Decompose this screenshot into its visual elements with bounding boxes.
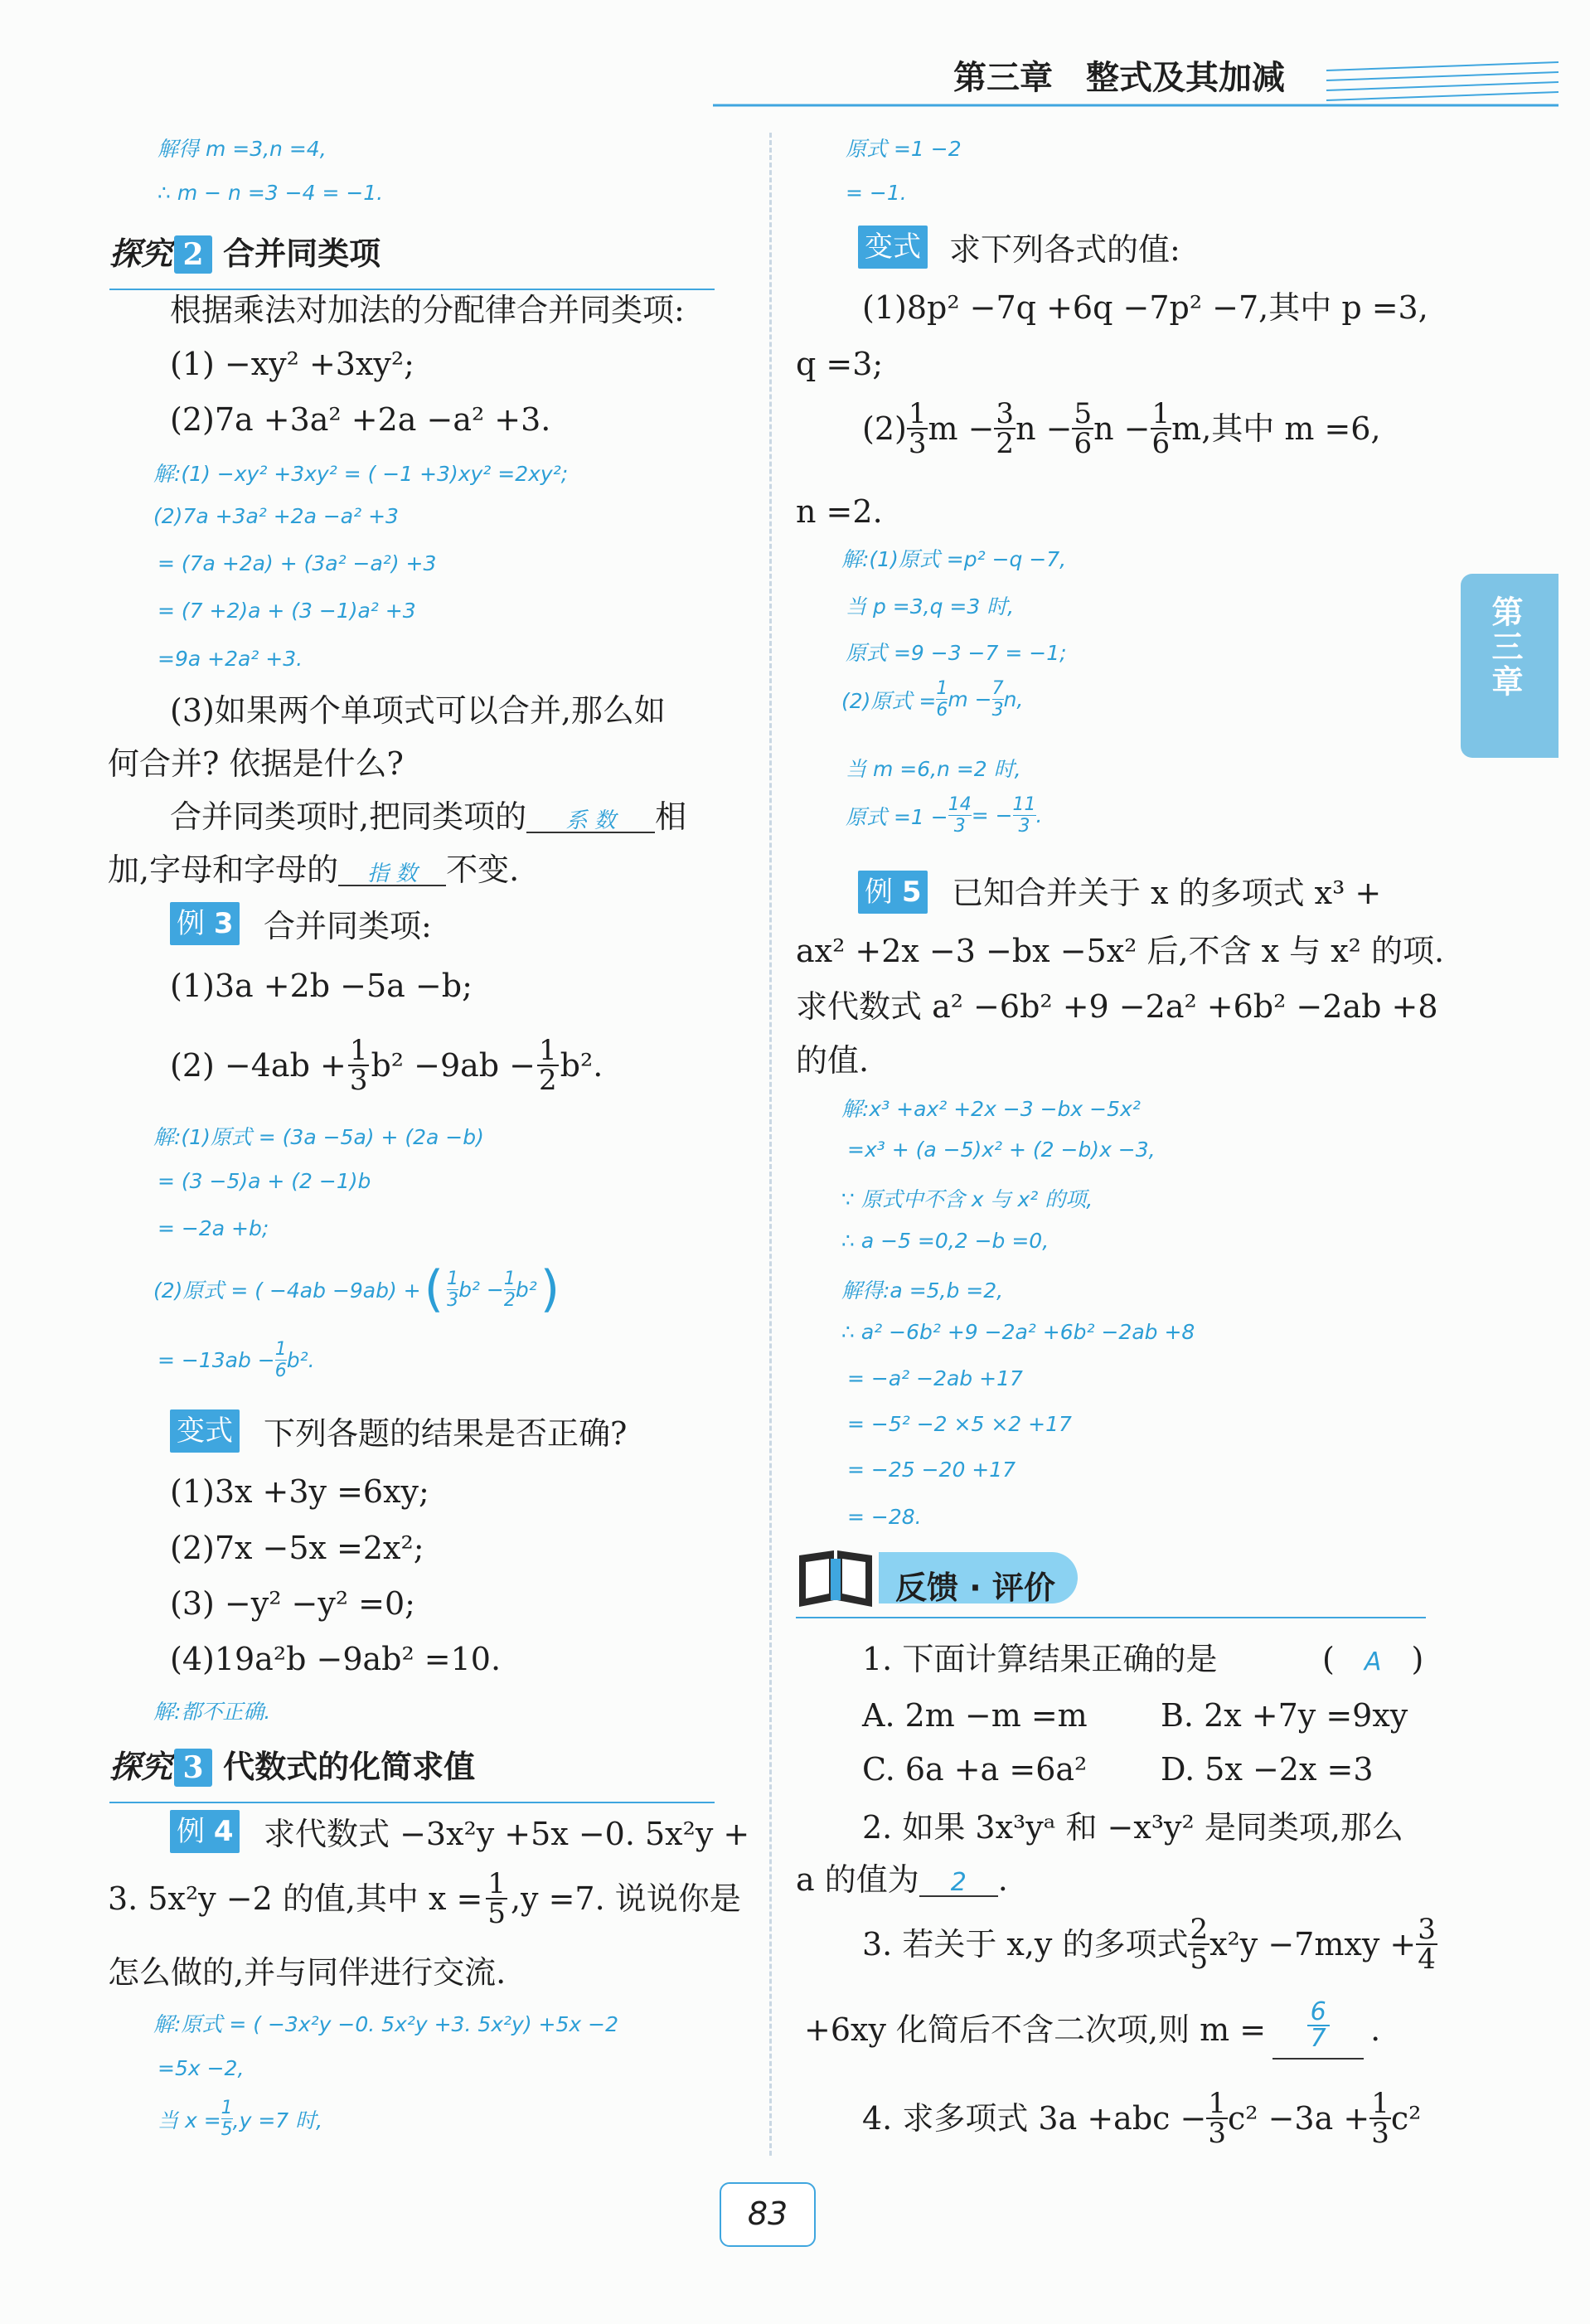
fraction [1206,2087,1228,2150]
fraction [936,678,948,720]
answer-line: = −1. [846,181,907,205]
answer-line [158,1339,315,1381]
example-prompt-line [108,1867,741,1930]
option-b[interactable]: B. 2x +7y =9xy [1161,1697,1408,1734]
fill-text: 合并同类项时,把同类项的 [170,798,527,835]
badge-number: 3 [213,907,234,940]
answer-line: (2)7a +3a² +2a −a² +3 [153,504,399,528]
fraction [1369,2087,1391,2150]
exercise-item: (2)7a +3a² +2a −a² +3. [170,401,551,438]
denominator: 3 [953,816,966,837]
exercise-item: (4)19a²b −9ab² =10. [170,1641,502,1677]
fraction [1416,1913,1437,1976]
exercise-item: q =3; [796,346,884,382]
answer-line: = (7 +2)a + (3 −1)a² +3 [158,599,416,623]
numerator: 7 [991,678,1004,699]
question-3 [862,1913,1437,1976]
answer-line: 解:(1)原式 =p² −q −7, [841,547,1067,571]
answer-line: =5x −2, [158,2056,245,2080]
fraction [275,1339,287,1381]
column-divider [769,133,772,2156]
feedback-underline [796,1617,1426,1618]
expr: n − [1093,410,1151,447]
expr: (2) [862,410,907,447]
section-number: 2 [174,235,212,274]
example-prompt-line: 怎么做的,并与同伴进行交流. [108,1954,507,1991]
fraction [1013,794,1036,837]
question-text: c² −3a + [1228,2100,1370,2137]
expr: (2)原式 = [841,688,937,713]
badge-number: 5 [901,876,922,909]
example-badge [170,902,240,945]
section-underline [109,289,715,290]
feedback-title: 反馈 · 评价 [895,1570,1055,1606]
question-2: 2. 如果 3x³yᵃ 和 −x³y² 是同类项,那么 [862,1809,1403,1846]
answer-line: = −28. [847,1505,922,1529]
fraction [348,1034,370,1097]
numerator: 1 [1371,2087,1389,2120]
exercise-item: (1) −xy² +3xy²; [170,346,414,382]
answer-line: ∴ a −5 =0,2 −b =0, [841,1229,1049,1253]
denominator: 4 [1418,1943,1436,1976]
expr: n, [1003,687,1024,711]
page-number: 83 [747,2195,788,2232]
question-3-line [804,1997,1381,2060]
answer-line: 当 m =6,n =2 时, [846,757,1021,781]
section-label: 探究 [109,235,173,272]
option-a[interactable]: A. 2m −m =m [862,1697,1088,1734]
fill-text: 不变. [446,851,520,888]
answer-line [158,2098,322,2140]
denominator: 2 [539,1064,557,1097]
example-prompt-line: ax² +2x −3 −bx −5x² 后,不含 x 与 x² 的项. [796,933,1445,969]
section-heading-3 [109,1741,475,1787]
chapter-side-tab[interactable] [1461,574,1558,758]
variant-prompt: 求下列各式的值: [949,231,1180,268]
exercise-item [170,1034,604,1097]
question-2-line [796,1861,1008,1898]
denominator: 6 [1151,427,1171,460]
answer-line: ∴ m − n =3 −4 = −1. [158,181,384,205]
question-text: +6xy 化简后不含二次项,则 m = [804,2011,1267,2048]
expr: ,y =7 时, [232,2108,323,2132]
expr: m − [948,687,992,711]
numerator: 1 [539,1034,557,1067]
exercise-item: (2)7x −5x =2x²; [170,1530,424,1566]
denominator: 5 [1190,1943,1209,1976]
question-text: c² [1390,2100,1422,2137]
numerator: 3 [996,397,1015,430]
numerator: 1 [908,397,927,430]
question-text: . [997,1861,1008,1898]
question-text: 4. 求多项式 3a +abc − [862,2100,1207,2137]
answer-line: 解:原式 = ( −3x²y −0. 5x²y +3. 5x²y) +5x −2 [153,2012,618,2036]
fraction [504,1269,516,1311]
expr: (2)原式 = ( −4ab −9ab) + [153,1278,421,1303]
answer-line: ∴ a² −6b² +9 −2a² +6b² −2ab +8 [841,1320,1195,1344]
numerator: 1 [936,678,948,699]
expr: 3. 5x²y −2 的值,其中 x = [108,1880,483,1917]
exercise-item: (3) −y² −y² =0; [170,1585,415,1622]
numerator: 6 [1307,2000,1330,2026]
question-text: x²y −7mxy + [1209,1926,1417,1963]
expr: = −13ab − [158,1348,275,1372]
expr: . [1035,803,1043,827]
answer-paren [1322,1643,1423,1675]
numerator: 5 [1074,397,1093,430]
denominator: 3 [1371,2117,1389,2150]
denominator: 3 [447,1289,459,1311]
answer-line: = −a² −2ab +17 [847,1366,1023,1390]
numerator: 1 [487,1867,506,1900]
denominator: 5 [221,2119,233,2140]
exercise-item [862,397,1381,460]
denominator: 3 [349,1064,368,1097]
numerator: 11 [1012,794,1036,815]
paren-left: ( [424,1260,444,1318]
numerator: 3 [1418,1913,1436,1946]
paren-left: ( [1322,1641,1335,1677]
answer-line: = −25 −20 +17 [847,1458,1016,1482]
section-underline [109,1802,715,1803]
example-prompt: 求代数式 −3x²y +5x −0. 5x²y + [264,1816,750,1852]
answer-line: 解:(1)原式 = (3a −5a) + (2a −b) [153,1125,484,1149]
badge-label: 例 [865,876,893,909]
question-text: a 的值为 [796,1861,919,1898]
variant-prompt: 下列各题的结果是否正确? [264,1415,628,1452]
denominator: 6 [936,700,948,720]
numerator: 1 [1208,2087,1226,2120]
paren-right: ) [1411,1641,1424,1677]
expr: b² − [458,1277,504,1302]
example-prompt: 已知合并关于 x 的多项式 x³ + [952,875,1382,911]
fill-blank-answer[interactable]: 系 数 [526,810,655,833]
denominator: 7 [1310,2024,1326,2053]
section-label: 探究 [109,1749,173,1785]
numerator: 1 [1151,397,1171,430]
denominator: 6 [274,1361,287,1381]
answer-line: 原式 =1 −2 [846,137,962,161]
denominator: 2 [503,1289,516,1311]
question-4 [862,2087,1422,2150]
numerator: 1 [221,2098,233,2118]
expr: n − [1016,410,1073,447]
section-number: 3 [174,1749,212,1787]
expr: b² −9ab − [371,1047,536,1084]
denominator: 3 [1018,816,1030,837]
expr: m − [928,410,995,447]
answer-line: 当 p =3,q =3 时, [846,594,1015,619]
denominator: 3 [1208,2117,1226,2150]
answer-line: 解:(1) −xy² +3xy² = ( −1 +3)xy² =2xy²; [153,462,569,486]
denominator: 3 [908,427,927,460]
answer-line: 解得 m =3,n =4, [158,137,327,161]
header-chapter: 第三章 [953,59,1053,97]
answer-line: 解:x³ +ax² +2x −3 −bx −5x² [841,1097,1141,1121]
answer-line: = −5² −2 ×5 ×2 +17 [847,1412,1072,1436]
fraction [1151,397,1172,460]
denominator: 5 [487,1897,506,1930]
question-text: (3)如果两个单项式可以合并,那么如 [170,692,666,729]
expr: 当 x = [158,2108,221,2132]
question-text: . [1370,2011,1381,2048]
example-prompt: 合并同类项: [264,908,432,944]
paragraph: 根据乘法对加法的分配律合并同类项: [170,292,685,328]
section-title: 代数式的化简求值 [223,1749,476,1785]
header-line-decoration [713,46,1558,112]
question-text: 3. 若关于 x,y 的多项式 [862,1926,1189,1963]
denominator: 2 [996,427,1015,460]
fill-text: 相 [655,798,687,835]
expr: b². [560,1047,604,1084]
answer-line [153,1260,563,1318]
answer-line: ∵ 原式中不含 x 与 x² 的项, [841,1187,1093,1211]
fill-sentence-1 [170,798,687,835]
example-badge [858,871,928,914]
example-prompt-line: 的值. [796,1042,870,1079]
fraction [1188,1913,1209,1976]
badge-number: 4 [213,1815,234,1848]
fraction [221,2098,233,2140]
variant-badge: 变式 [170,1409,240,1453]
fraction [537,1034,559,1097]
numerator: 2 [1190,1913,1209,1946]
option-d[interactable]: D. 5x −2x =3 [1161,1751,1374,1788]
book-icon [794,1544,877,1613]
badge-label: 例 [177,907,205,940]
numerator: 1 [503,1268,516,1289]
numerator: 1 [349,1034,368,1067]
paren-right: ) [540,1260,560,1318]
answer-line: 解:都不正确. [153,1700,271,1724]
badge-label: 例 [177,1815,205,1848]
numerator: 1 [447,1268,459,1289]
answer-line [846,794,1043,837]
question-1: 1. 下面计算结果正确的是 [862,1641,1218,1677]
fraction [447,1269,458,1311]
section-title: 合并同类项 [223,235,381,272]
fraction [907,397,928,460]
expr: m,其中 m =6, [1171,410,1381,447]
fill-text: 加,字母和字母的 [108,851,339,888]
exercise-item: n =2. [796,493,883,530]
expr: 原式 =1 − [846,804,948,829]
fraction [1072,397,1093,460]
numerator: 14 [948,794,972,815]
answer-line: = (7a +2a) + (3a² −a²) +3 [158,551,437,575]
fill-blank-answer[interactable]: 指 数 [338,863,446,886]
fraction [992,678,1004,720]
expr: b² [515,1277,537,1302]
question-text: 何合并? 依据是什么? [108,745,404,782]
chapter-side-tab-label: 第三章 [1486,595,1523,700]
example-badge [170,1810,240,1853]
fraction [994,397,1016,460]
fraction [948,794,972,837]
section-heading-2 [109,228,381,274]
expr: ,y =7. 说说你是 [510,1880,741,1917]
answer-line: =9a +2a² +3. [158,647,303,671]
numerator: 1 [274,1339,287,1360]
exercise-item: (1)3a +2b −5a −b; [170,968,473,1004]
variant-badge: 变式 [858,226,928,269]
answer-line: = (3 −5)a + (2 −1)b [158,1169,371,1193]
fill-blank-answer[interactable]: 2 [919,1870,998,1897]
answer-line: =x³ + (a −5)x² + (2 −b)x −3, [847,1138,1156,1162]
expr: b². [286,1348,315,1372]
expr: = − [971,803,1013,827]
denominator: 3 [991,700,1004,720]
fill-blank-answer[interactable] [1272,1997,1364,2060]
header-title: 整式及其加减 [1086,59,1285,97]
choice-answer[interactable]: A [1364,1647,1382,1676]
expr: (2) −4ab + [170,1047,347,1084]
answer-line [841,678,1023,720]
denominator: 6 [1074,427,1093,460]
example-prompt-line: 求代数式 a² −6b² +9 −2a² +6b² −2ab +8 [796,988,1438,1025]
option-c[interactable]: C. 6a +a =6a² [862,1751,1088,1788]
answer-line: 原式 =9 −3 −7 = −1; [846,641,1067,665]
exercise-item: (1)8p² −7q +6q −7p² −7,其中 p =3, [862,289,1428,326]
fill-sentence-2 [108,851,520,888]
fraction [486,1867,507,1930]
answer-line: 解得:a =5,b =2, [841,1278,1004,1303]
exercise-item: (1)3x +3y =6xy; [170,1473,429,1510]
answer-line: = −2a +b; [158,1216,269,1240]
